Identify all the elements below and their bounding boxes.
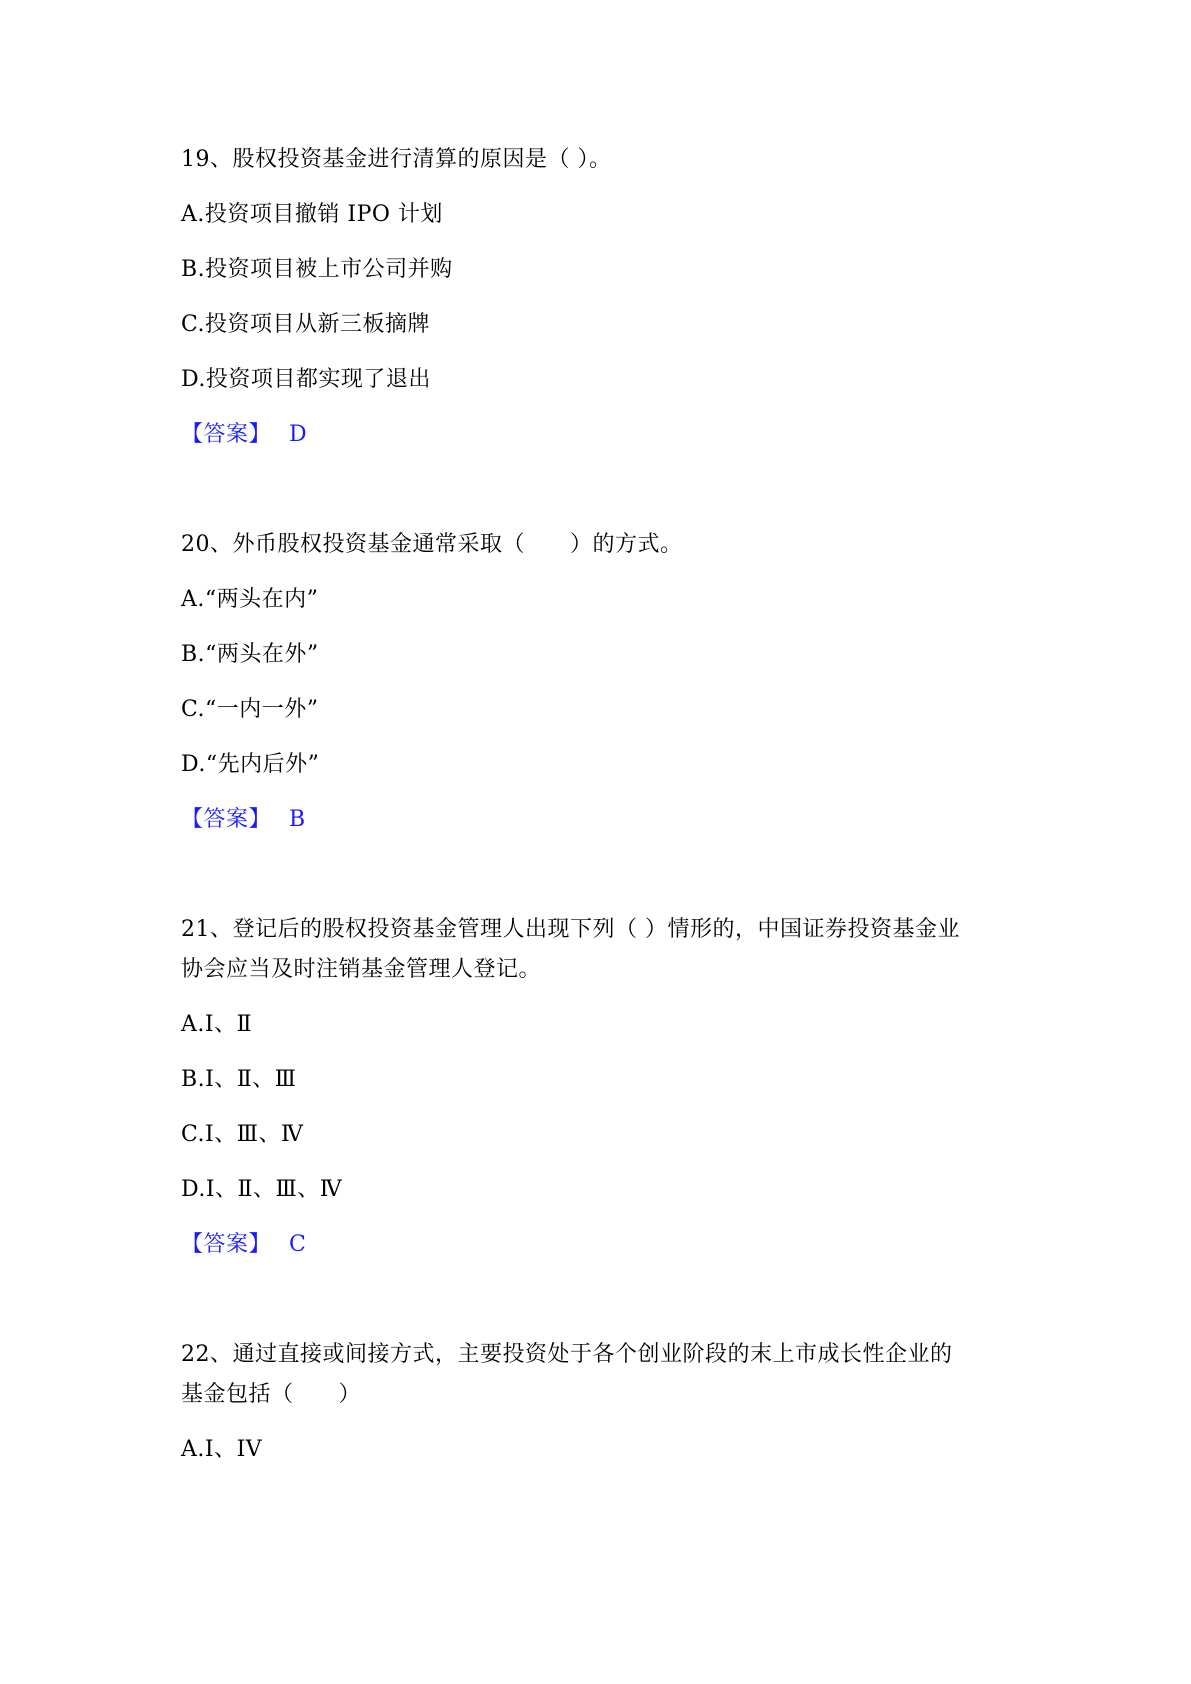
answer-value: B xyxy=(289,807,306,832)
question-stem-line-2: 基金包括（ ） xyxy=(181,1382,362,1407)
option-c: C.“一内一外” xyxy=(181,697,319,722)
answer-value: C xyxy=(289,1232,307,1257)
question-stem-line-1: 22、通过直接或间接方式，主要投资处于各个创业阶段的末上市成长性企业的 xyxy=(181,1342,953,1367)
option-b: B.投资项目被上市公司并购 xyxy=(181,257,453,282)
question-stem-line-1: 21、登记后的股权投资基金管理人出现下列（ ）情形的，中国证券投资基金业 xyxy=(181,917,960,942)
option-a: A.Ⅰ、Ⅱ xyxy=(181,1012,253,1037)
option-d: D.Ⅰ、Ⅱ、Ⅲ、Ⅳ xyxy=(181,1177,343,1202)
option-b: B.Ⅰ、Ⅱ、Ⅲ xyxy=(181,1067,297,1092)
answer-value: D xyxy=(289,422,308,447)
question-stem-line-2: 协会应当及时注销基金管理人登记。 xyxy=(181,957,542,982)
option-d: D.投资项目都实现了退出 xyxy=(181,367,431,392)
option-c: C.投资项目从新三板摘牌 xyxy=(181,312,431,337)
option-a: A.I、IV xyxy=(181,1437,263,1462)
option-c: C.Ⅰ、Ⅲ、Ⅳ xyxy=(181,1122,304,1147)
answer-line xyxy=(181,805,306,835)
question-stem: 19、股权投资基金进行清算的原因是（ ）。 xyxy=(181,147,612,172)
option-d: D.“先内后外” xyxy=(181,752,320,777)
answer-label: 【答案】 xyxy=(181,807,272,832)
answer-label: 【答案】 xyxy=(181,1232,272,1257)
question-stem: 20、外币股权投资基金通常采取（ ）的方式。 xyxy=(181,532,683,557)
answer-line xyxy=(181,420,307,450)
option-a: A.“两头在内” xyxy=(181,587,319,612)
option-b: B.“两头在外” xyxy=(181,642,319,667)
option-a: A.投资项目撤销 IPO 计划 xyxy=(181,202,443,227)
answer-label: 【答案】 xyxy=(181,422,272,447)
answer-line xyxy=(181,1230,306,1260)
